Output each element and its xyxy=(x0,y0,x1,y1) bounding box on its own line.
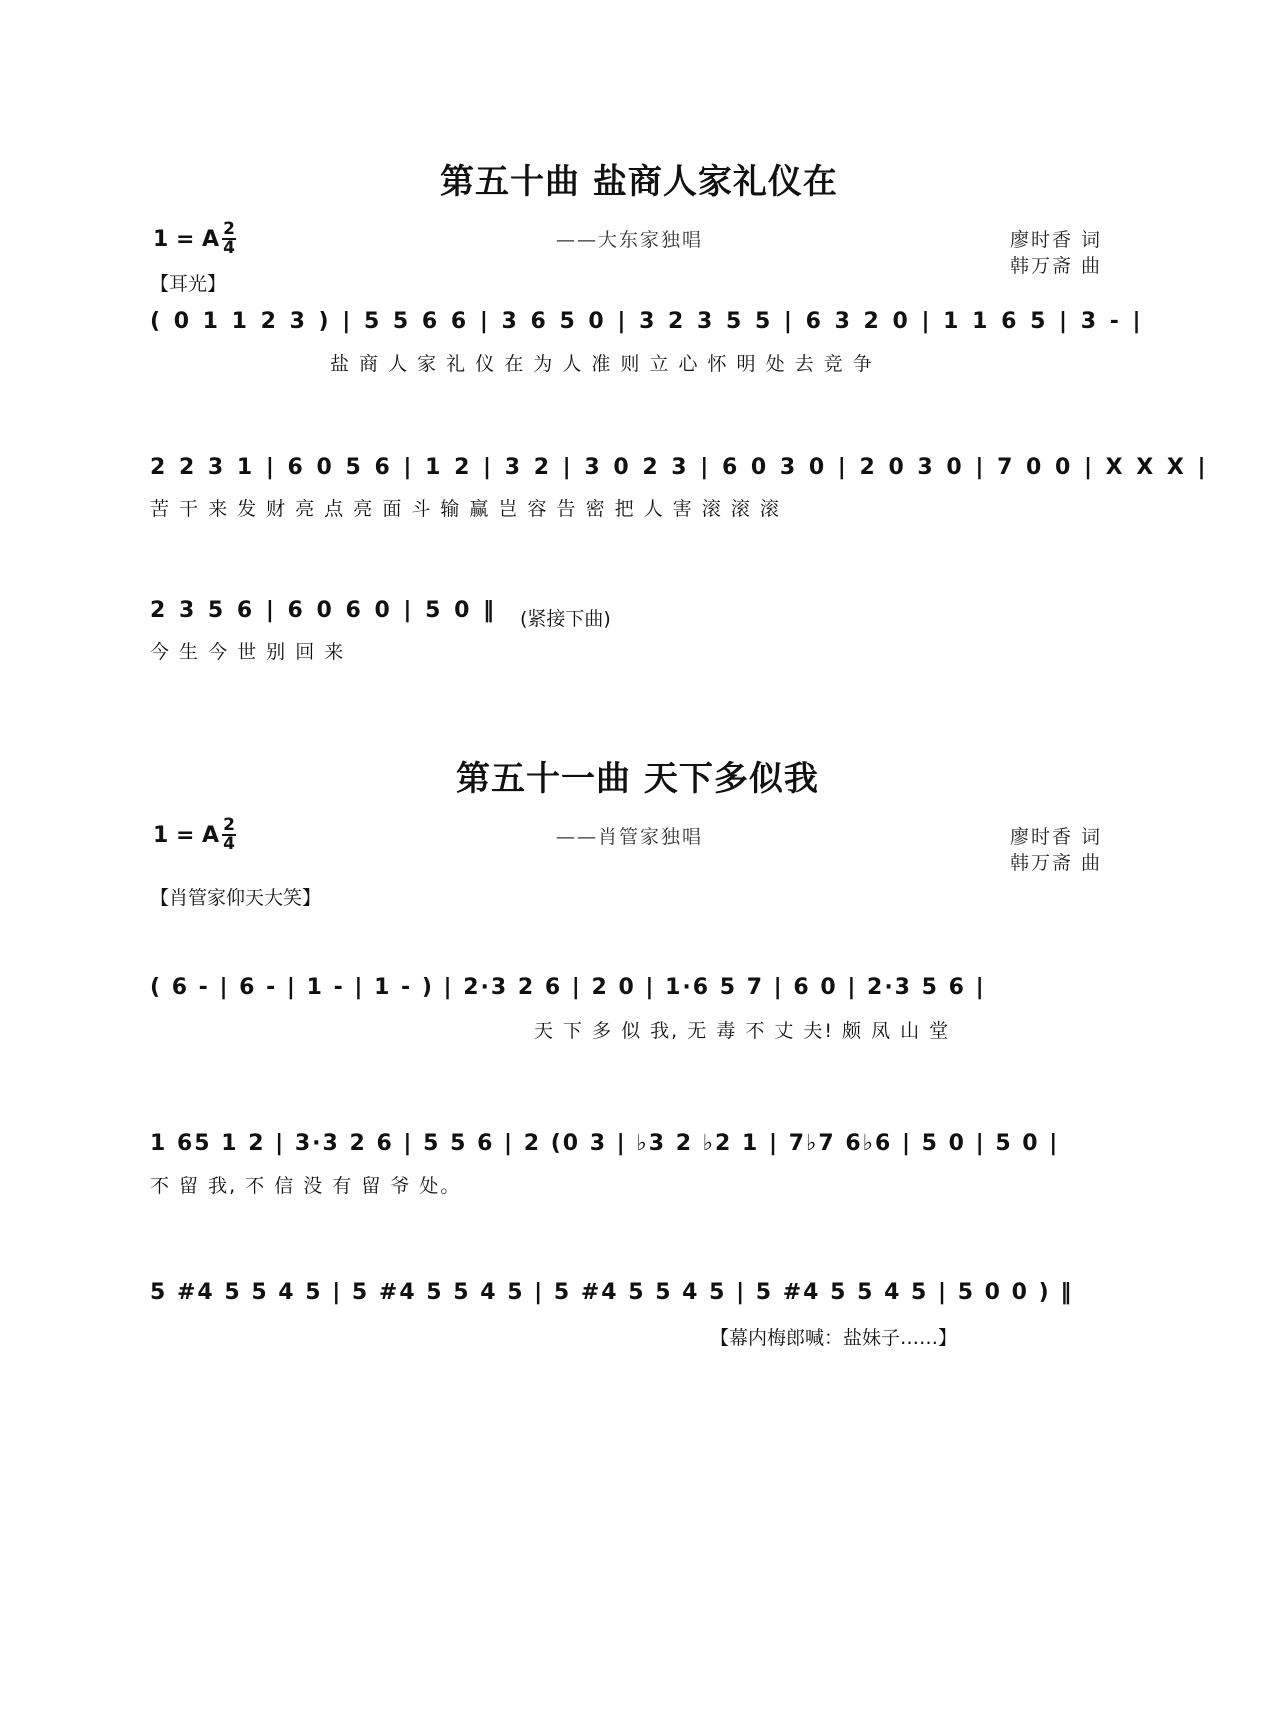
song2-row3-notes: 5 #4 5 5 4 5 | 5 #4 5 5 4 5 | 5 #4 5 5 4 5 | 5 #4 5 5 4 5 | 5 0 0 ) ‖ xyxy=(150,1280,1074,1305)
meter-top: 2 xyxy=(223,219,235,239)
song1-time-signature xyxy=(222,219,236,258)
song2-subtitle: ——肖管家独唱 xyxy=(556,826,704,848)
song2-time-signature xyxy=(222,815,236,854)
song2-stage-direction: 【肖管家仰天大笑】 xyxy=(150,887,322,909)
song1-stage-direction: 【耳光】 xyxy=(150,273,227,295)
song2-credit-music: 韩万斋 曲 xyxy=(1010,852,1103,874)
song2-row1-lyrics: 天 下 多 似 我, 无 毒 不 丈 夫! 颇 凤 山 堂 xyxy=(534,1020,951,1042)
song1-row1-notes: ( 0 1 1 2 3 ) | 5 5 6 6 | 3 6 5 0 | 3 2 3 5 5 | 6 3 2 0 | 1 1 6 5 | 3 - | xyxy=(150,309,1144,334)
song2-row2-lyrics: 不 留 我, 不 信 没 有 留 爷 处。 xyxy=(150,1175,462,1197)
song2-row3-aside: 【幕内梅郎喊：盐妹子……】 xyxy=(710,1327,958,1349)
song2-row1-notes: ( 6 - | 6 - | 1 - | 1 - ) | 2·3 2 6 | 2 0 | 1·6 5 7 | 6 0 | 2·3 5 6 | xyxy=(150,975,986,1000)
song1-credit-music: 韩万斋 曲 xyxy=(1010,255,1103,277)
song1-row2-notes: 2 2 3 1 | 6 0 5 6 | 1 2 | 3 2 | 3 0 2 3 | 6 0 3 0 | 2 0 3 0 | 7 0 0 | X X X | xyxy=(150,455,1209,480)
song1-credit-lyrics: 廖时香 词 xyxy=(1010,229,1103,251)
meter-bottom: 4 xyxy=(223,834,235,854)
song1-row1-lyrics: 盐 商 人 家 礼 仪 在 为 人 准 则 立 心 怀 明 处 去 竞 争 xyxy=(330,353,874,375)
song1-row3-notes: 2 3 5 6 | 6 0 6 0 | 5 0 ‖ xyxy=(150,598,498,623)
song1-subtitle: ——大东家独唱 xyxy=(556,229,704,251)
song1-row3-aside: (紧接下曲) xyxy=(520,608,611,630)
song2-row2-notes: 1 65 1 2 | 3·3 2 6 | 5 5 6 | 2 (0 3 | ♭3 2 ♭2 1 | 7♭7 6♭6 | 5 0 | 5 0 | xyxy=(150,1131,1060,1156)
song1-row3-lyrics: 今 生 今 世 别 回 来 xyxy=(150,641,346,663)
song1-key-signature: 1 = A xyxy=(153,227,220,252)
song2-title: 第五十一曲 天下多似我 xyxy=(456,759,819,799)
song1-title: 第五十曲 盐商人家礼仪在 xyxy=(440,162,838,202)
meter-top: 2 xyxy=(223,815,235,835)
song1-row2-lyrics: 苦 干 来 发 财 亮 点 亮 面 斗 输 赢 岂 容 告 密 把 人 害 滚 滚 滚 xyxy=(150,498,781,520)
meter-bottom: 4 xyxy=(223,238,235,258)
song2-key-signature: 1 = A xyxy=(153,823,220,848)
song2-credit-lyrics: 廖时香 词 xyxy=(1010,826,1103,848)
